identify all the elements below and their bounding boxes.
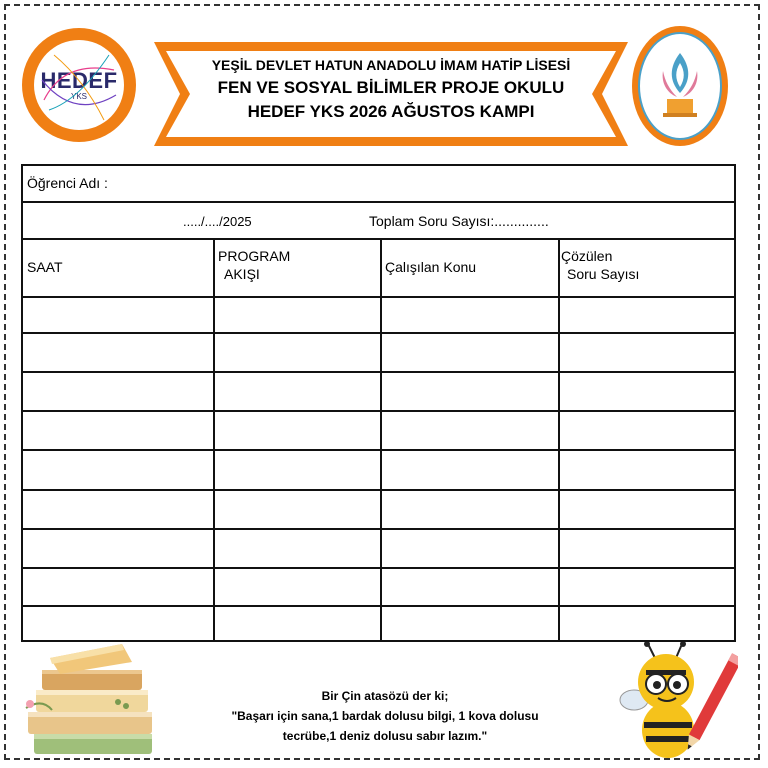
column-divider <box>380 240 382 640</box>
row-divider <box>23 605 734 607</box>
bee-with-pencil-icon <box>618 642 738 760</box>
seal-emblem <box>645 41 715 131</box>
quote-line: tecrübe,1 deniz dolusu sabır lazım." <box>282 729 488 743</box>
logo-title: HEDEF <box>40 67 118 93</box>
row-divider <box>23 567 734 569</box>
logo-swirl-graphic <box>34 40 124 130</box>
column-divider <box>213 240 215 640</box>
row-divider <box>23 449 734 451</box>
camp-name: HEDEF YKS 2026 AĞUSTOS KAMPI <box>247 102 535 121</box>
quote-line: "Başarı için sana,1 bardak dolusu bilgi, 1 kova dolusu <box>231 709 539 723</box>
column-header-topic: Çalışılan Konu <box>385 259 477 275</box>
schedule-grid <box>23 240 734 640</box>
row-divider <box>23 528 734 530</box>
stack-of-books-icon <box>22 638 162 760</box>
column-header-time: SAAT <box>27 259 63 275</box>
column-header-solved-count: Çözülen Soru Sayısı <box>561 248 640 282</box>
student-name-label: Öğrenci Adı : <box>27 175 108 191</box>
banner-text <box>154 52 628 124</box>
column-divider <box>558 240 560 640</box>
date-field[interactable]: ...../..../2025 <box>183 214 252 229</box>
school-seal-logo <box>632 26 728 146</box>
school-name: YEŞİL DEVLET HATUN ANADOLU İMAM HATİP LİSESİ <box>211 57 571 73</box>
hedef-logo <box>22 28 136 142</box>
program-name: FEN VE SOSYAL BİLİMLER PROJE OKULU <box>217 78 565 97</box>
total-questions-label[interactable]: Toplam Soru Sayısı:.............. <box>369 213 549 229</box>
logo-subtitle: YKS <box>70 91 87 101</box>
date-row <box>23 203 734 240</box>
quote-intro: Bir Çin atasözü der ki; <box>321 689 449 703</box>
study-form <box>21 164 736 642</box>
row-divider <box>23 489 734 491</box>
footer-quote <box>190 686 580 746</box>
student-name-row[interactable] <box>23 166 734 203</box>
row-divider <box>23 371 734 373</box>
column-header-program: PROGRAM AKIŞI <box>218 248 291 282</box>
row-divider <box>23 296 734 298</box>
row-divider <box>23 410 734 412</box>
row-divider <box>23 332 734 334</box>
